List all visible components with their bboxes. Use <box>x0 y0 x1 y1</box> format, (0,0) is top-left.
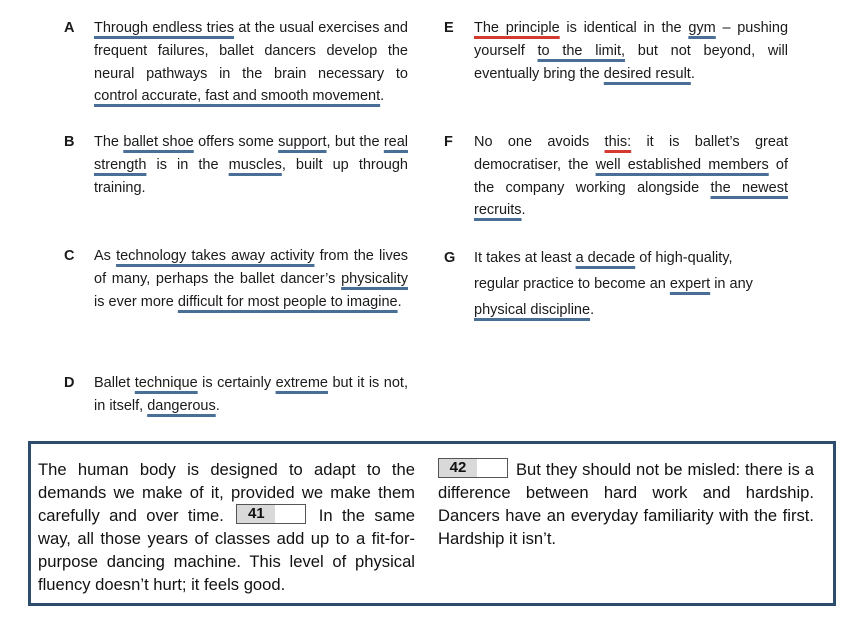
option-text <box>94 372 408 418</box>
red-underlined-phrase: this: <box>604 134 632 150</box>
text-run: , but the <box>326 134 384 150</box>
text-run: in any <box>710 276 753 292</box>
text-run: is certainly <box>197 375 276 391</box>
underlined-phrase: desired result <box>603 65 691 82</box>
underlined-phrase: muscles <box>228 156 282 173</box>
option-text <box>474 245 774 323</box>
text-run: but not beyond, will eventually bring the <box>474 42 788 82</box>
answer-gap-42[interactable] <box>438 458 508 478</box>
red-underlined-phrase: The principle <box>474 20 560 36</box>
answer-gap-41[interactable] <box>236 504 306 524</box>
text-run: , built up through training. <box>94 156 408 196</box>
underlined-phrase: control accurate, fast and smooth movement <box>94 88 381 105</box>
underlined-phrase: the newest recruits <box>474 179 788 219</box>
option-letter: C <box>64 248 75 264</box>
text-run: – pushing yourself <box>474 20 789 59</box>
underlined-phrase: technology takes away activity <box>116 248 315 264</box>
option-letter: G <box>444 250 456 266</box>
text-run: . <box>215 397 220 414</box>
passage-left-column <box>38 458 415 596</box>
option-text <box>94 245 408 313</box>
text-run: . <box>380 88 385 105</box>
option-letter: B <box>64 134 75 150</box>
option-letter: F <box>444 134 453 150</box>
text-run: The <box>94 134 124 150</box>
text-run: . <box>690 65 695 82</box>
passage-text-before-gap-41: The human body is designed to adapt to the demands we make of it, provided we make them carefully and over time. <box>38 460 415 525</box>
underlined-phrase: difficult for most people to imagine <box>177 293 398 310</box>
option-text <box>94 17 408 108</box>
text-run: but it is not, in itself, <box>94 375 408 414</box>
text-run: offers some <box>193 134 279 150</box>
passage-box <box>28 441 836 606</box>
gap-number: 42 <box>439 459 477 477</box>
text-run: As <box>94 248 117 264</box>
text-run: is identical in the <box>559 20 689 36</box>
underlined-phrase: real strength <box>94 134 409 173</box>
text-run: of the company working alongside <box>474 156 788 196</box>
option-text <box>474 131 788 222</box>
passage-text-after-gap-41: In the same way, all those years of classes add up to a fit-for-purpose dancing machine. This level of physical fluency doesn’t hurt; it feels good. <box>38 506 415 594</box>
text-run: . <box>397 293 402 310</box>
text-run: Ballet <box>94 375 135 391</box>
option-text <box>94 131 408 199</box>
underlined-phrase: physical discipline <box>474 302 591 318</box>
option-text <box>474 17 788 85</box>
underlined-phrase: extreme <box>275 375 328 391</box>
underlined-phrase: Through endless tries <box>94 20 235 36</box>
underlined-phrase: a decade <box>575 250 636 266</box>
text-run: . <box>521 202 526 219</box>
option-letter: D <box>64 375 75 391</box>
text-run: it is ballet’s great democratiser, the <box>474 134 788 173</box>
option-letter: A <box>64 20 75 36</box>
text-run: . <box>590 302 595 318</box>
underlined-phrase: support <box>278 134 327 150</box>
text-run: at the usual exercises and frequent failures, ballet dancers develop the neural pathways in the brain necessary to <box>94 20 408 82</box>
underlined-phrase: gym <box>688 20 716 36</box>
underlined-phrase: well established members <box>595 156 769 173</box>
text-run: is in the <box>146 156 229 173</box>
text-run: of high-quality, regular practice to become an <box>474 250 733 292</box>
underlined-phrase: technique <box>134 375 198 391</box>
underlined-phrase: ballet shoe <box>123 134 194 150</box>
underlined-phrase: dangerous <box>147 397 216 414</box>
text-run: is ever more <box>94 293 178 310</box>
text-run: from the lives of many, perhaps the ballet dancer’s <box>94 248 409 287</box>
gap-number: 41 <box>237 505 275 523</box>
underlined-phrase: expert <box>669 276 711 292</box>
option-letter: E <box>444 20 454 36</box>
underlined-phrase: to the limit, <box>537 42 626 59</box>
passage-text-after-gap-42: But they should not be misled: there is a difference between hard work and hardship. Dancers have an everyday familiarity with the first. Hardship it isn’t. <box>438 460 814 548</box>
text-run: It takes at least <box>474 250 576 266</box>
passage-right-column <box>438 458 814 550</box>
underlined-phrase: physicality <box>341 270 408 287</box>
text-run: No one avoids <box>474 134 605 150</box>
